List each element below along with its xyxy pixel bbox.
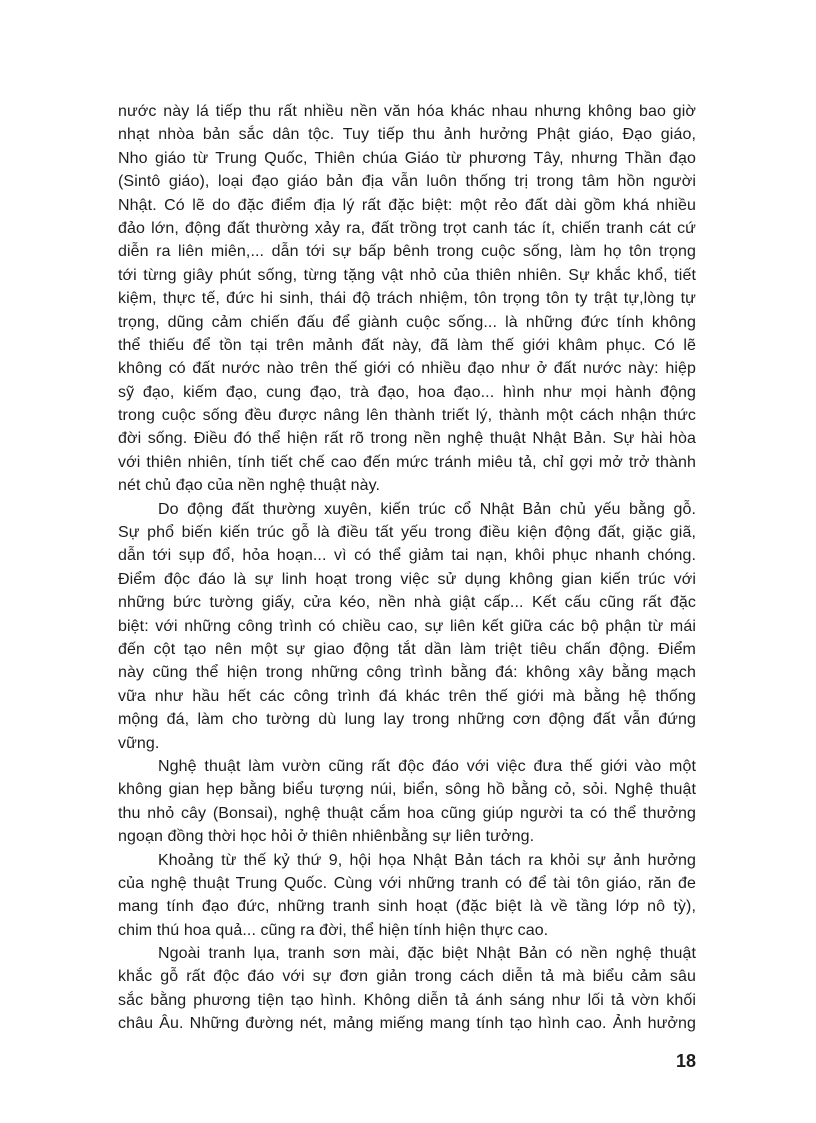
text-line: trọng, dũng cảm chiến đấu để giành cuộc sống... là những đức tính không bbox=[118, 313, 696, 331]
text-line: ngoạn đồng thời học hỏi ở thiên nhiênbằng sự liên tưởng. bbox=[118, 828, 535, 846]
text-line: Sự phổ biến kiến trúc gỗ là điều tất yếu trong điều kiện động đất, giặc giã, bbox=[118, 524, 696, 542]
body-text bbox=[118, 100, 696, 1036]
text-line: không gian hẹp bằng biểu tượng núi, biển, sông hồ bằng cỏ, sỏi. Nghệ thuật bbox=[118, 781, 696, 799]
paragraph bbox=[118, 498, 696, 755]
text-line: này cũng thể hiện trong những công trình bằng đá: không xây bằng mạch bbox=[118, 664, 696, 682]
page-number: 18 bbox=[675, 1051, 696, 1071]
text-line: trong cuộc sống đều được nâng lên thành triết lý, thành một cách nhận thức bbox=[118, 407, 696, 425]
paragraph bbox=[118, 849, 696, 943]
text-line: chim thú hoa quả... cũng ra đời, thể hiện tính hiện thực cao. bbox=[118, 921, 549, 939]
text-line: kiệm, thực tế, đức hi sinh, thái độ trách nhiệm, tôn trọng tôn ty trật tự,lòng tự bbox=[118, 290, 696, 308]
text-line: vữa như hầu hết các công trình đá khác trên thế giới mà bằng hệ thống bbox=[118, 687, 696, 705]
text-line: sỹ đạo, kiếm đạo, cung đạo, trà đạo, hoa đạo... hình như mọi hành động bbox=[118, 383, 696, 401]
text-line: thể thiếu để tồn tại trên mảnh đất này, đã làm thế giới khâm phục. Có lẽ bbox=[118, 336, 696, 354]
text-line: mang tính đạo đức, những tranh sinh hoạt (đặc biệt là về tầng lớp nô tỳ), bbox=[118, 898, 696, 916]
text-line: nước này lá tiếp thu rất nhiều nền văn hóa khác nhau nhưng không bao giờ bbox=[118, 103, 696, 120]
text-line: của nghệ thuật Trung Quốc. Cùng với những tranh có để tài tôn giáo, răn đe bbox=[118, 874, 696, 892]
text-line: những bức tường giấy, cửa kéo, nền nhà giật cấp... Kết cấu cũng rất đặc bbox=[118, 594, 696, 612]
text-line: Nhật. Có lẽ do đặc điểm địa lý rất đặc biệt: một rẻo đất dài gồm khá nhiều bbox=[118, 196, 696, 214]
text-line: Điểm độc đáo là sự linh hoạt trong việc sử dụng không gian kiến trúc với bbox=[118, 570, 696, 588]
text-line: Ngoài tranh lụa, tranh sơn mài, đặc biệt Nhật Bản có nền nghệ thuật bbox=[158, 945, 696, 963]
text-line: châu Âu. Những đường nét, mảng miếng mang tính tạo hình cao. Ảnh hưởng bbox=[118, 1015, 696, 1033]
text-line: tới từng giây phút sống, từng tặng vật nhỏ của thiên nhiên. Sự khắc khổ, tiết bbox=[118, 266, 696, 284]
text-line: biệt: với những công trình có chiều cao, sự liên kết giữa các bộ phận từ mái bbox=[118, 617, 696, 635]
text-line: không có đất nước nào trên thế giới có nhiều đạo như ở đất nước này: hiệp bbox=[118, 360, 696, 378]
text-line: diễn ra liên miên,... dẫn tới sự bấp bênh trong cuộc sống, làm họ tôn trọng bbox=[118, 243, 696, 261]
paragraph bbox=[118, 100, 696, 498]
text-line: nhạt nhòa bản sắc dân tộc. Tuy tiếp thu ảnh hưởng Phật giáo, Đạo giáo, bbox=[118, 126, 696, 144]
text-line: với thiên nhiên, tính tiết chế cao đến mức tránh miêu tả, chỉ gợi mở trở thành bbox=[118, 453, 696, 471]
text-line: sắc bằng phương tiện tạo hình. Không diễn tả ánh sáng như lối tả vờn khối bbox=[118, 991, 696, 1009]
text-line: dẫn tới sụp đổ, hỏa hoạn... vì có thể giảm tai nạn, khôi phục nhanh chóng. bbox=[118, 547, 696, 565]
text-line: Do động đất thường xuyên, kiến trúc cổ Nhật Bản chủ yếu bằng gỗ. bbox=[158, 500, 696, 518]
paragraph bbox=[118, 942, 696, 1036]
text-line: đến cột tạo nên một sự giao động tắt dần làm triệt tiêu chấn động. Điểm bbox=[118, 640, 696, 658]
text-line: đời sống. Điều đó thể hiện rất rõ trong nền nghệ thuật Nhật Bản. Sự hài hòa bbox=[118, 430, 696, 448]
text-line: Khoảng từ thế kỷ thứ 9, hội họa Nhật Bản tách ra khỏi sự ảnh hưởng bbox=[158, 851, 696, 869]
text-line: thu nhỏ cây (Bonsai), nghệ thuật cắm hoa cũng giúp người ta có thể thưởng bbox=[118, 804, 696, 822]
text-line: nét chủ đạo của nền nghệ thuật này. bbox=[118, 477, 381, 495]
text-line: Nghệ thuật làm vườn cũng rất độc đáo với việc đưa thế giới vào một bbox=[158, 757, 696, 775]
text-line: đảo lớn, động đất thường xảy ra, đất trồng trọt canh tác ít, chiến tranh cát cứ bbox=[118, 219, 696, 237]
text-line: Nho giáo từ Trung Quốc, Thiên chúa Giáo từ phương Tây, nhưng Thần đạo bbox=[118, 149, 696, 167]
text-line: mộng đá, làm cho tường dù lung lay trong những cơn động đất vẫn đứng bbox=[118, 711, 696, 729]
text-line: khắc gỗ rất độc đáo với sự đơn giản trong cách diễn tả mà biểu cảm sâu bbox=[118, 968, 696, 986]
paragraph bbox=[118, 755, 696, 849]
text-line: vững. bbox=[118, 734, 160, 752]
text-line: (Sintô giáo), loại đạo giáo bản địa vẫn luôn thống trị trong tâm hồn người bbox=[118, 173, 696, 191]
